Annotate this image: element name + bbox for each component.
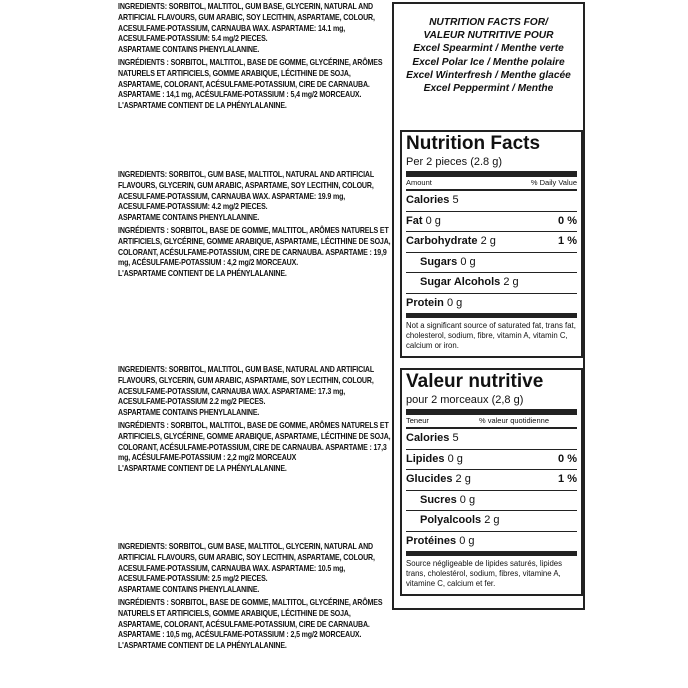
ingredients-fr: INGRÉDIENTS : SORBITOL, BASE DE GOMME, MALTITOL, GLYCÉRINE, ARÔMES NATURELS ET ARTIFICIELS, GOMME ARABIQUE, LÉCITHINE DE SOJA, ASPARTAME, COLORANT, ACÉSULFAME-POTASSIUM, CIRE DE CARNAUBA. ASPARTAME : 10,5 mg, ACÉSULFAME-POTASSIUM : 2,5 mg/2 MORCEAUX. bbox=[118, 597, 383, 640]
nutrient-dv: 1 % bbox=[558, 235, 577, 247]
nutrient-row bbox=[406, 191, 577, 212]
nutrient-value: 2 g bbox=[484, 514, 500, 526]
nutrient-label: Calories bbox=[406, 432, 450, 444]
nutrient-row bbox=[406, 532, 577, 557]
ingredients-block-2 bbox=[118, 170, 391, 280]
nutrient-row bbox=[406, 491, 577, 512]
table-title: Valeur nutritive bbox=[406, 371, 544, 392]
nutrient-value: 2 g bbox=[455, 473, 471, 485]
column-header-amount: Teneur bbox=[406, 416, 429, 425]
allergen-warning-en: ASPARTAME CONTAINS PHENYLALANINE. bbox=[118, 585, 260, 595]
ingredients-block-1 bbox=[118, 2, 383, 112]
nutrient-value: 0 g bbox=[459, 534, 475, 547]
valeur-nutritive-table bbox=[400, 368, 583, 596]
header-line: Excel Peppermint / Menthe bbox=[423, 83, 554, 95]
nutrient-row bbox=[406, 253, 577, 274]
ingredients-en: INGREDIENTS: SORBITOL, GUM BASE, MALTITOL, NATURAL AND ARTIFICIAL FLAVOURS, GLYCERIN, GUM ARABIC, ASPARTAME, SOY LECITHIN, COLOUR, ACESULFAME-POTASSIUM, CARNAUBA WAX. ASPARTAME: 19.9 mg, ACESULFAME-POTASSIUM: 4.2 mg/2 PIECES. bbox=[118, 170, 374, 212]
nutrient-row bbox=[406, 470, 577, 491]
nutrient-value: 0 g bbox=[446, 296, 463, 309]
nutrient-value: 5 bbox=[452, 432, 459, 444]
ingredients-fr: INGRÉDIENTS : SORBITOL, BASE DE GOMME, MALTITOL, ARÔMES NATURELS ET ARTIFICIELS, GLYCÉRINE, GOMME ARABIQUE, ASPARTAME, LÉCITHINE DE SOJA, COLORANT, ACÉSULFAME-POTASSIUM, CIRE DE CARNAUBA. ASPARTAME : 19,9 mg, ACÉSULFAME-POTASSIUM : 4,2 mg/2 MORCEAUX. bbox=[118, 225, 391, 268]
nutrient-label: Glucides bbox=[406, 473, 453, 485]
nutrient-label: Carbohydrate bbox=[406, 235, 478, 247]
footnote: Not a significant source of saturated fat, trans fat, cholesterol, sodium, fibre, vitamin A, vitamin C, calcium or iron. bbox=[406, 321, 576, 350]
nutrient-value: 0 g bbox=[459, 493, 476, 506]
nutrient-value: 0 g bbox=[447, 452, 463, 465]
allergen-warning-fr: L'ASPARTAME CONTIENT DE LA PHÉNYLALANINE. bbox=[118, 269, 287, 279]
ingredients-en: INGREDIENTS: SORBITOL, MALTITOL, GUM BASE, NATURAL AND ARTIFICIAL FLAVOURS, GLYCERIN, GUM ARABIC, ASPARTAME, SOY LECITHIN, COLOUR, ACESULFAME-POTASSIUM, CARNAUBA WAX. ASPARTAME: 17.3 mg, ACESULFAME-POTASSIUM 2.2 mg/2 PIECES. bbox=[118, 365, 374, 407]
nutrient-value: 2 g bbox=[503, 276, 519, 288]
nutrition-panel bbox=[392, 2, 585, 610]
nutrient-label: Fat bbox=[406, 214, 423, 227]
allergen-warning-en: ASPARTAME CONTAINS PHENYLALANINE. bbox=[118, 45, 260, 55]
panel-header bbox=[394, 4, 583, 95]
ingredients-fr: INGRÉDIENTS : SORBITOL, MALTITOL, BASE DE GOMME, ARÔMES NATURELS ET ARTIFICIELS, GLYCÉRINE, GOMME ARABIQUE, ASPARTAME, LÉCITHINE DE SOJA, COLORANT, ACÉSULFAME-POTASSIUM, CIRE DE CARNAUBA. ASPARTAME : 17,3 mg, ACÉSULFAME-POTASSIUM : 2,2 mg/2 MORCEAUX bbox=[118, 420, 391, 463]
column-header-dv: % valeur quotidienne bbox=[478, 416, 549, 425]
allergen-warning-fr: L'ASPARTAME CONTIENT DE LA PHÉNYLALANINE. bbox=[118, 464, 287, 474]
nutrient-label: Sucres bbox=[420, 493, 457, 506]
nutrient-value: 5 bbox=[452, 194, 459, 206]
column-header-amount: Amount bbox=[406, 178, 432, 187]
nutrient-label: Sugar Alcohols bbox=[420, 276, 501, 288]
nutrient-dv: 0 % bbox=[558, 452, 577, 465]
nutrient-row bbox=[406, 294, 577, 319]
nutrient-row bbox=[406, 429, 577, 450]
nutrient-row bbox=[406, 212, 577, 233]
header-line: NUTRITION FACTS FOR/ bbox=[429, 17, 548, 28]
nutrient-row bbox=[406, 450, 577, 471]
nutrient-label: Protein bbox=[406, 296, 444, 309]
header-line: Excel Polar Ice / Menthe polaire bbox=[412, 56, 565, 68]
allergen-warning-fr: L'ASPARTAME CONTIENT DE LA PHÉNYLALANINE. bbox=[118, 101, 287, 111]
nutrient-row bbox=[406, 232, 577, 253]
column-header bbox=[406, 415, 577, 429]
nutrient-label: Sugars bbox=[420, 255, 458, 268]
nutrient-dv: 0 % bbox=[558, 214, 577, 227]
ingredients-block-3 bbox=[118, 365, 391, 475]
header-line: Excel Winterfresh / Menthe glacée bbox=[406, 69, 571, 81]
nutrient-value: 0 g bbox=[460, 255, 476, 268]
nutrient-label: Protéines bbox=[406, 534, 457, 547]
table-title: Nutrition Facts bbox=[406, 133, 541, 154]
nutrient-label: Calories bbox=[406, 194, 450, 206]
serving-size: pour 2 morceaux (2,8 g) bbox=[406, 393, 577, 415]
serving-size: Per 2 pieces (2.8 g) bbox=[406, 155, 577, 177]
allergen-warning-en: ASPARTAME CONTAINS PHENYLALANINE. bbox=[118, 213, 260, 223]
nutrient-row bbox=[406, 273, 577, 294]
nutrient-value: 2 g bbox=[480, 235, 496, 247]
header-line: Excel Spearmint / Menthe verte bbox=[413, 43, 564, 55]
allergen-warning-en: ASPARTAME CONTAINS PHENYLALANINE. bbox=[118, 408, 260, 418]
nutrient-label: Lipides bbox=[406, 452, 445, 465]
column-header bbox=[406, 177, 577, 191]
footnote: Source négligeable de lipides saturés, lipides trans, cholestérol, sodium, fibres, vitamine A, vitamine C, calcium et fer. bbox=[406, 559, 563, 588]
column-header-dv: % Daily Value bbox=[530, 178, 577, 187]
nutrient-row bbox=[406, 511, 577, 532]
nutrient-value: 0 g bbox=[425, 214, 441, 227]
nutrition-facts-table bbox=[400, 130, 583, 358]
nutrient-dv: 1 % bbox=[558, 473, 577, 485]
ingredients-en: INGREDIENTS: SORBITOL, MALTITOL, GUM BASE, GLYCERIN, NATURAL AND ARTIFICIAL FLAVOURS, GUM ARABIC, SOY LECITHIN, ASPARTAME, COLOUR, ACESULFAME-POTASSIUM, CARNAUBA WAX. ASPARTAME: 14.1 mg, ACESULFAME-POTASSIUM: 5.4 mg/2 PIECES. bbox=[118, 2, 375, 44]
ingredients-fr: INGRÉDIENTS : SORBITOL, MALTITOL, BASE DE GOMME, GLYCÉRINE, ARÔMES NATURELS ET ARTIFICIELS, GOMME ARABIQUE, LÉCITHINE DE SOJA, ASPARTAME, COLORANT, ACÉSULFAME-POTASSIUM, CIRE DE CARNAUBA. ASPARTAME : 14,1 mg, ACÉSULFAME-POTASSIUM : 5,4 mg/2 MORCEAUX. bbox=[118, 57, 383, 100]
header-line: VALEUR NUTRITIVE POUR bbox=[423, 30, 554, 42]
allergen-warning-fr: L'ASPARTAME CONTIENT DE LA PHÉNYLALANINE. bbox=[118, 641, 287, 651]
nutrient-label: Polyalcools bbox=[420, 514, 482, 526]
ingredients-en: INGREDIENTS: SORBITOL, GUM BASE, MALTITOL, GLYCERIN, NATURAL AND ARTIFICIAL FLAVOURS, GUM ARABIC, SOY LECITHIN, ASPARTAME, COLOUR, ACESULFAME-POTASSIUM, CARNAUBA WAX. ASPARTAME: 10.5 mg, ACESULFAME-POTASSIUM: 2.5 mg/2 PIECES. bbox=[118, 542, 375, 584]
ingredients-block-4 bbox=[118, 542, 383, 652]
